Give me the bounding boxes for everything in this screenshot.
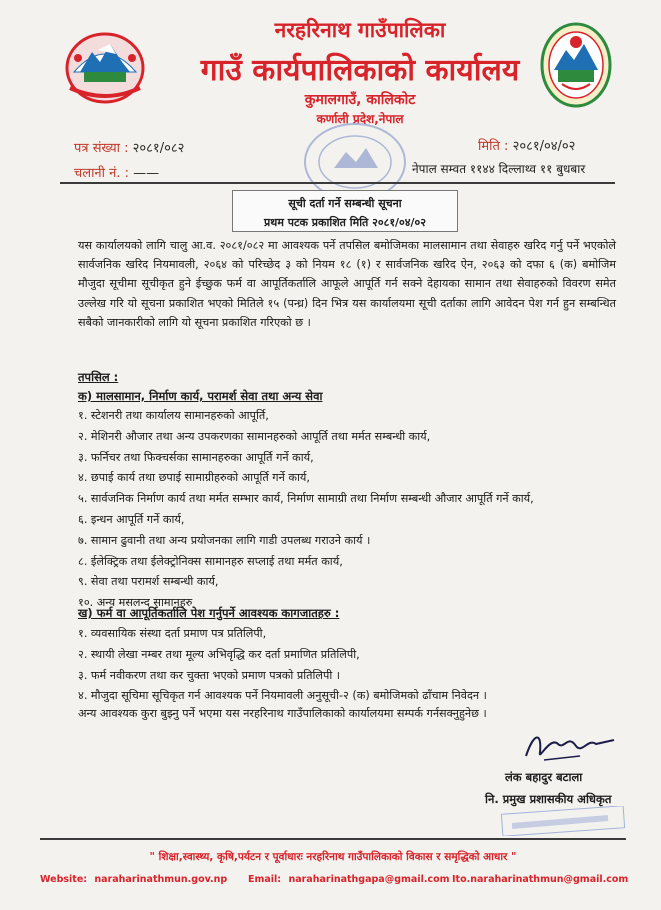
tapasil-label: तपसिल : (78, 370, 119, 384)
notice-body: यस कार्यालयको लागि चालु आ.व. २०८१/०८२ मा आवश्यक पर्ने तपसिल बमोजिमका मालसामान तथा सेवाहरु खरिद गर्नु पर्ने भएकोले सार्वजनिक खरिद नियमावली, २०६४ को परिच्छेद ३ को नियम १८ (१) र सार्वजनिक खरिद ऐन, २०६३ को दफा ६ (क) बमोजिम मौजुदा सूचीमा सूचीकृत हुने ईच्छुक फर्म वा आपूर्तिकर्तालि आफूले आपूर्ति गर्न सक्ने देहायका सामान तथा सेवाहरुको विवरण समेत उल्लेख गरि यो सूचना प्रकाशित भएको मितिले १५ (पन्ध्र) दिन भित्र यस कार्यालयमा सूची दर्ताका लागि आवेदन पेश गर्न हुन सम्बन्धित सबैको जानकारीको लागि यो सूचना प्रकाशित गरिएको छ । (78, 239, 616, 329)
list-item: ८. ईलेक्ट्रिक तथा ईलेक्ट्रोनिक्स सामानहरु सप्लाई तथा मर्मत कार्य, (78, 554, 343, 568)
office-province: कर्णाली प्रदेश,नेपाल (316, 112, 404, 126)
list-item: ३. फर्निचर तथा फिक्चर्सका सामानहरुका आपूर्ति गर्ने कार्य, (78, 450, 314, 464)
chalani-value: —— (133, 166, 160, 181)
email-link[interactable]: naraharinathgapa@gmail.com (288, 874, 450, 885)
nepal-emblem-icon (60, 28, 150, 106)
list-item: १०. अन्य मसलन्द सामानहरु (78, 596, 193, 610)
signatory-title: नि. प्रमुख प्रशासकीय अधिकृत (485, 792, 612, 806)
footer-website: Website: naraharinathmun.gov.np (40, 874, 228, 885)
notice-subtitle: प्रथम पटक प्रकाशित मिति २०८१/०४/०२ (264, 216, 426, 229)
footer-ito-email (452, 874, 628, 885)
footer-email: Email: naraharinathgapa@gmail.com (248, 874, 450, 885)
office-address: कुमालगाउँ, कालिकोट (304, 92, 416, 108)
list-item: २. स्थायी लेखा नम्बर तथा मूल्य अभिवृद्धि कर दर्ता प्रमाणित प्रतिलिपी, (78, 647, 360, 661)
header-divider (60, 182, 615, 184)
list-item: ९. सेवा तथा परामर्श सम्बन्धी कार्य, (78, 575, 219, 589)
list-item: २. मेशिनरी औजार तथा अन्य उपकरणका सामानहरुको आपूर्ति तथा मर्मत सम्बन्धी कार्य, (78, 429, 431, 443)
section-b-list (78, 624, 623, 707)
list-item: ५. सार्वजनिक निर्माण कार्य तथा मर्मत सम्भार कार्य, निर्माण सामाग्री तथा निर्माण सम्बन्धी औजार आपूर्ति गर्ने कार्य, (78, 492, 534, 506)
list-item: १. व्यवसायिक संस्था दर्ता प्रमाण पत्र प्रतिलिपी, (78, 627, 267, 640)
letter-date: मिति : २०८१/०४/०२ (478, 139, 576, 154)
section-a-list (78, 406, 623, 614)
ito-email-link[interactable]: Ito.naraharinathmun@gmail.com (452, 874, 629, 885)
list-item: ६. इन्धन आपूर्ति गर्ने कार्य, (78, 512, 185, 526)
office-name: गाउँ कार्यपालिकाको कार्यालय (200, 53, 520, 88)
municipality-logo-icon (540, 22, 612, 108)
patra-sankhya-value: २०८१/०८२ (132, 141, 185, 156)
handwritten-signature-icon (520, 726, 620, 766)
patra-sankhya: पत्र संख्या : २०८१/०८२ (74, 141, 185, 156)
website-link[interactable]: naraharinathmun.gov.np (94, 874, 228, 885)
letter-date-value: २०८१/०४/०२ (512, 139, 576, 154)
footer-divider (40, 838, 626, 840)
notice-title: सूची दर्ता गर्ने सम्बन्धी सूचना (288, 197, 402, 210)
chalani-number: चलानी नं. : —— (74, 166, 160, 181)
list-item: ७. सामान ढुवानी तथा अन्य प्रयोजनका लागि गाडी उपलब्ध गराउने कार्य । (78, 533, 371, 547)
nepal-sambat-date: नेपाल सम्वत ११४४ दिल्लाथ्व ११ बुधबार (412, 162, 586, 176)
designation-stamp-icon (498, 806, 628, 836)
section-a-heading: क) मालसामान, निर्माण कार्य, परामर्श सेवा तथा अन्य सेवा (78, 389, 323, 403)
section-b-heading: ख) फर्म वा आपूर्तिकर्तालि पेश गर्नुपर्ने आवश्यक कागजातहरु : (78, 606, 340, 620)
list-item: ४. मौजुदा सूचिमा सूचिकृत गर्न आवश्यक पर्ने नियमावली अनुसूची-२ (क) बमोजिमको ढाँचाम निवेदन । (78, 689, 487, 703)
closing-statement: अन्य आवश्यक कुरा बुझ्नु पर्ने भएमा यस नरहरिनाथ गाउँपालिकाको कार्यालयमा सम्पर्क गर्नसक्नुहुनेछ । (78, 707, 487, 720)
list-item: १. स्टेशनरी तथा कार्यालय सामानहरुको आपूर्ति, (78, 409, 269, 422)
list-item: ४. छपाई कार्य तथा छपाई सामाग्रीहरुको आपूर्ति गर्ने कार्य, (78, 471, 310, 485)
list-item: ३. फर्म नवीकरण तथा कर चुक्ता भएको प्रमाण पत्रको प्रतिलिपी । (78, 668, 341, 682)
footer-slogan: " शिक्षा,स्वास्थ्य, कृषि,पर्यटन र पूर्वाधारः नरहरिनाथ गाउँपालिकाको विकास र समृद्धिको आधार " (149, 851, 517, 863)
municipality-name: नरहरिनाथ गाउँपालिका (274, 18, 446, 42)
notice-title-box (232, 190, 458, 232)
signatory-name: लंक बहादुर बटाला (505, 770, 583, 784)
